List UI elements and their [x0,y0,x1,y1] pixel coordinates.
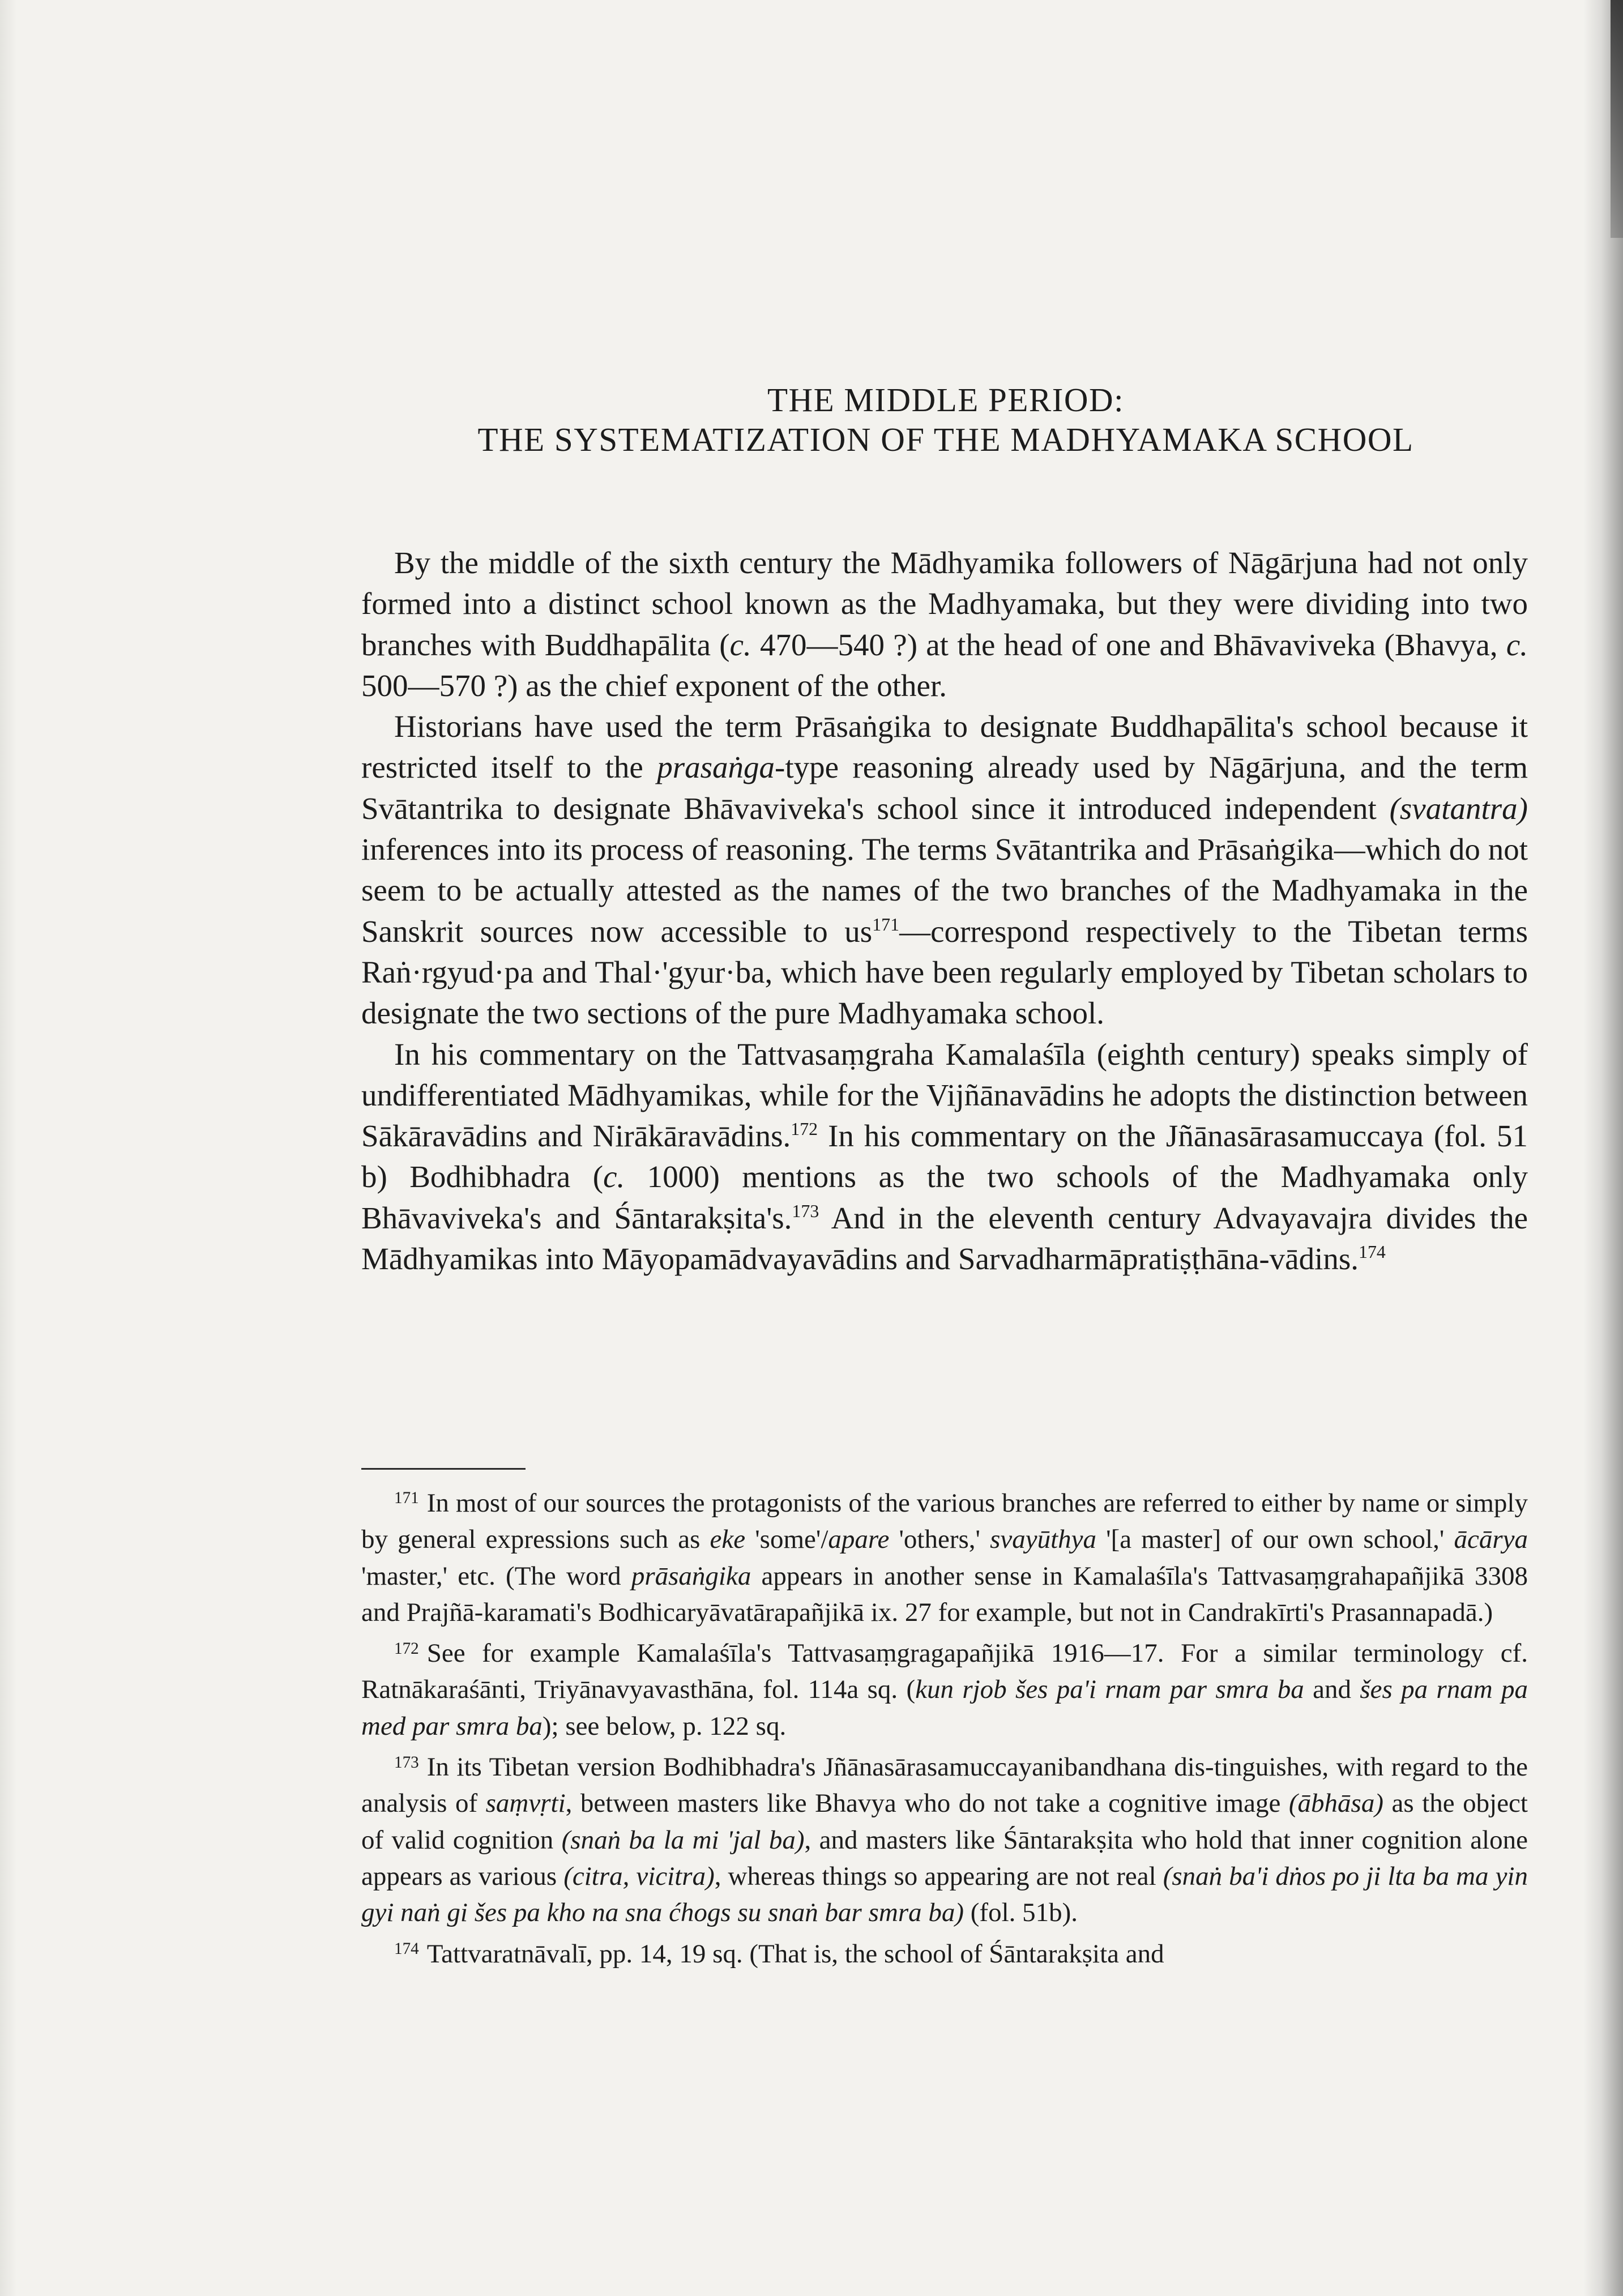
text-run: and [1304,1675,1360,1705]
chapter-title-line-2: THE SYSTEMATIZATION OF THE MADHYAMAKA SCHOOL [477,421,1414,458]
text-run: And in the eleventh century Advayavajra divides the Mādhyamikas into Māyopamādvayavādins and Sarvadharmāpratiṣṭhāna-vādins. [361,1200,1528,1277]
text-run: 'master,' etc. (The word [361,1561,631,1591]
paragraph [361,543,1528,706]
text-run: , between masters like Bhavya who do not take a cognitive image [565,1789,1289,1819]
text-run: Historians have used the term Prāsaṅgika to designate Buddhapālita's school because it restricted itself to the [361,709,1528,785]
italic-term: (snaṅ ba la mi 'jal ba) [561,1825,805,1855]
text-run: '[a master] of our own school,' [1096,1525,1454,1555]
footnote [361,1936,1528,1972]
text-run: In his commentary on the Tattvasaṃgraha Kamalaśīla (eighth century) speaks simply of undifferentiated Mādhyamikas, while for the Vijñānavādins he adopts the distinction between Sākāravādins and Nirākāravādins. [361,1036,1528,1154]
italic-term: apare [828,1525,890,1555]
text-run: , whereas things so appearing are not real [714,1861,1163,1891]
text-run: inferences into its process of reasoning. The terms Svātantrika and Prāsaṅgika—which do not seem to be actually attested as the names of the two branches of the Madhyamaka in the Sanskrit sources now accessible to us [361,832,1528,949]
footnote-reference: 173 [792,1201,819,1221]
footnote-reference: 172 [791,1119,818,1140]
text-run: 'others,' [889,1525,990,1555]
footnotes [361,1485,1528,1972]
paragraph [361,706,1528,1034]
paragraph [361,1034,1528,1280]
text-run: 500—570 ?) as the chief exponent of the other. [361,668,947,703]
footnote-number: 171 [394,1489,419,1508]
footnote-reference: 174 [1359,1242,1386,1262]
chapter-title-line-1: THE MIDDLE PERIOD: [767,381,1125,419]
page-left-edge [0,0,17,2296]
text-run: By the middle of the sixth century the Mādhyamika followers of Nāgārjuna had not only formed into a distinct school known as the Madhyamaka, but they were dividing into two branches with Buddhapālita ( [361,545,1528,662]
text-run: Tattvaratnāvalī, pp. 14, 19 sq. (That is, the school of Śāntarakṣita and [426,1939,1164,1969]
italic-term: c. [729,627,751,662]
text-run: See for example Kamalaśīla's Tattvasaṃgragapañjikā 1916—17. For a similar terminology cf. Ratnākaraśānti, Triyānavyavasthāna, fol. 114a sq. ( [361,1638,1528,1705]
footnote-number: 172 [394,1639,419,1658]
footnote [361,1485,1528,1631]
text-run: 470—540 ?) at the head of one and Bhāvaviveka (Bhavya, [751,627,1506,662]
footnote-number: 173 [394,1753,419,1772]
italic-term: prāsaṅgika [631,1561,751,1591]
italic-term: c. [603,1159,625,1194]
text-run: , and masters like Śāntarakṣita who hold that inner cognition alone appears as various [361,1825,1528,1891]
text-run: as the object of valid cognition [361,1789,1528,1855]
italic-term: kun rjob šes pa'i rnam par smra ba [915,1675,1304,1705]
text-run: In most of our sources the protagonists of the various branches are referred to either by name or simply by general expressions such as [361,1488,1528,1555]
text-run: In his commentary on the Jñānasārasamuccaya (fol. 51 b) Bodhibhadra ( [361,1119,1528,1194]
footnote-reference: 171 [872,914,900,934]
italic-term: prasaṅga [657,750,775,785]
italic-term: (svatantra) [1389,791,1528,826]
footnote-separator [361,1468,526,1470]
italic-term: ācārya [1454,1525,1528,1555]
italic-term: šes pa rnam pa med par smra ba [361,1675,1528,1741]
footnote [361,1749,1528,1931]
footnote [361,1635,1528,1744]
text-run: appears in another sense in Kamalaśīla's Tattvasaṃgrahapañjikā 3308 and Prajñā-karamati's Bodhicaryāvatārapañjikā ix. 27 for example, but not in Candrakīrti's Prasannapadā.) [361,1561,1528,1627]
text-run: —correspond respectively to the Tibetan terms Raṅ·rgyud·pa and Thal·'gyur·ba, which have been regularly employed by Tibetan scholars to designate the two sections of the pure Madhyamaka school. [361,914,1528,1031]
italic-term: (ābhāsa) [1288,1789,1383,1819]
italic-term: (snaṅ ba'i dṅos po ji lta ba ma yin gyi naṅ gi šes pa kho na sna ćhogs su snaṅ bar smra ba) [361,1861,1528,1928]
italic-term: saṃvṛti [485,1789,566,1819]
page-corner-shadow [1611,0,1623,238]
italic-term: svayūthya [990,1525,1097,1555]
main-text [361,543,1528,1279]
text-run: -type reasoning already used by Nāgārjuna, and the term Svātantrika to designate Bhāvaviveka's school since it introduced independent [361,750,1528,826]
italic-term: (citra, vicitra) [563,1861,715,1891]
italic-term: c. [1506,627,1528,662]
text-run: In its Tibetan version Bodhibhadra's Jñānasārasamuccayanibandhana dis-tinguishes, with regard to the analysis of [361,1752,1528,1819]
page-right-edge-shadow [1583,0,1623,2296]
text-run: 1000) mentions as the two schools of the Madhyamaka only Bhāvaviveka's and Śāntarakṣita's. [361,1159,1528,1235]
footnote-number: 174 [394,1940,419,1958]
italic-term: eke [710,1525,746,1555]
text-run: 'some'/ [745,1525,828,1555]
text-run: (fol. 51b). [964,1898,1078,1928]
text-run: ); see below, p. 122 sq. [542,1711,787,1741]
